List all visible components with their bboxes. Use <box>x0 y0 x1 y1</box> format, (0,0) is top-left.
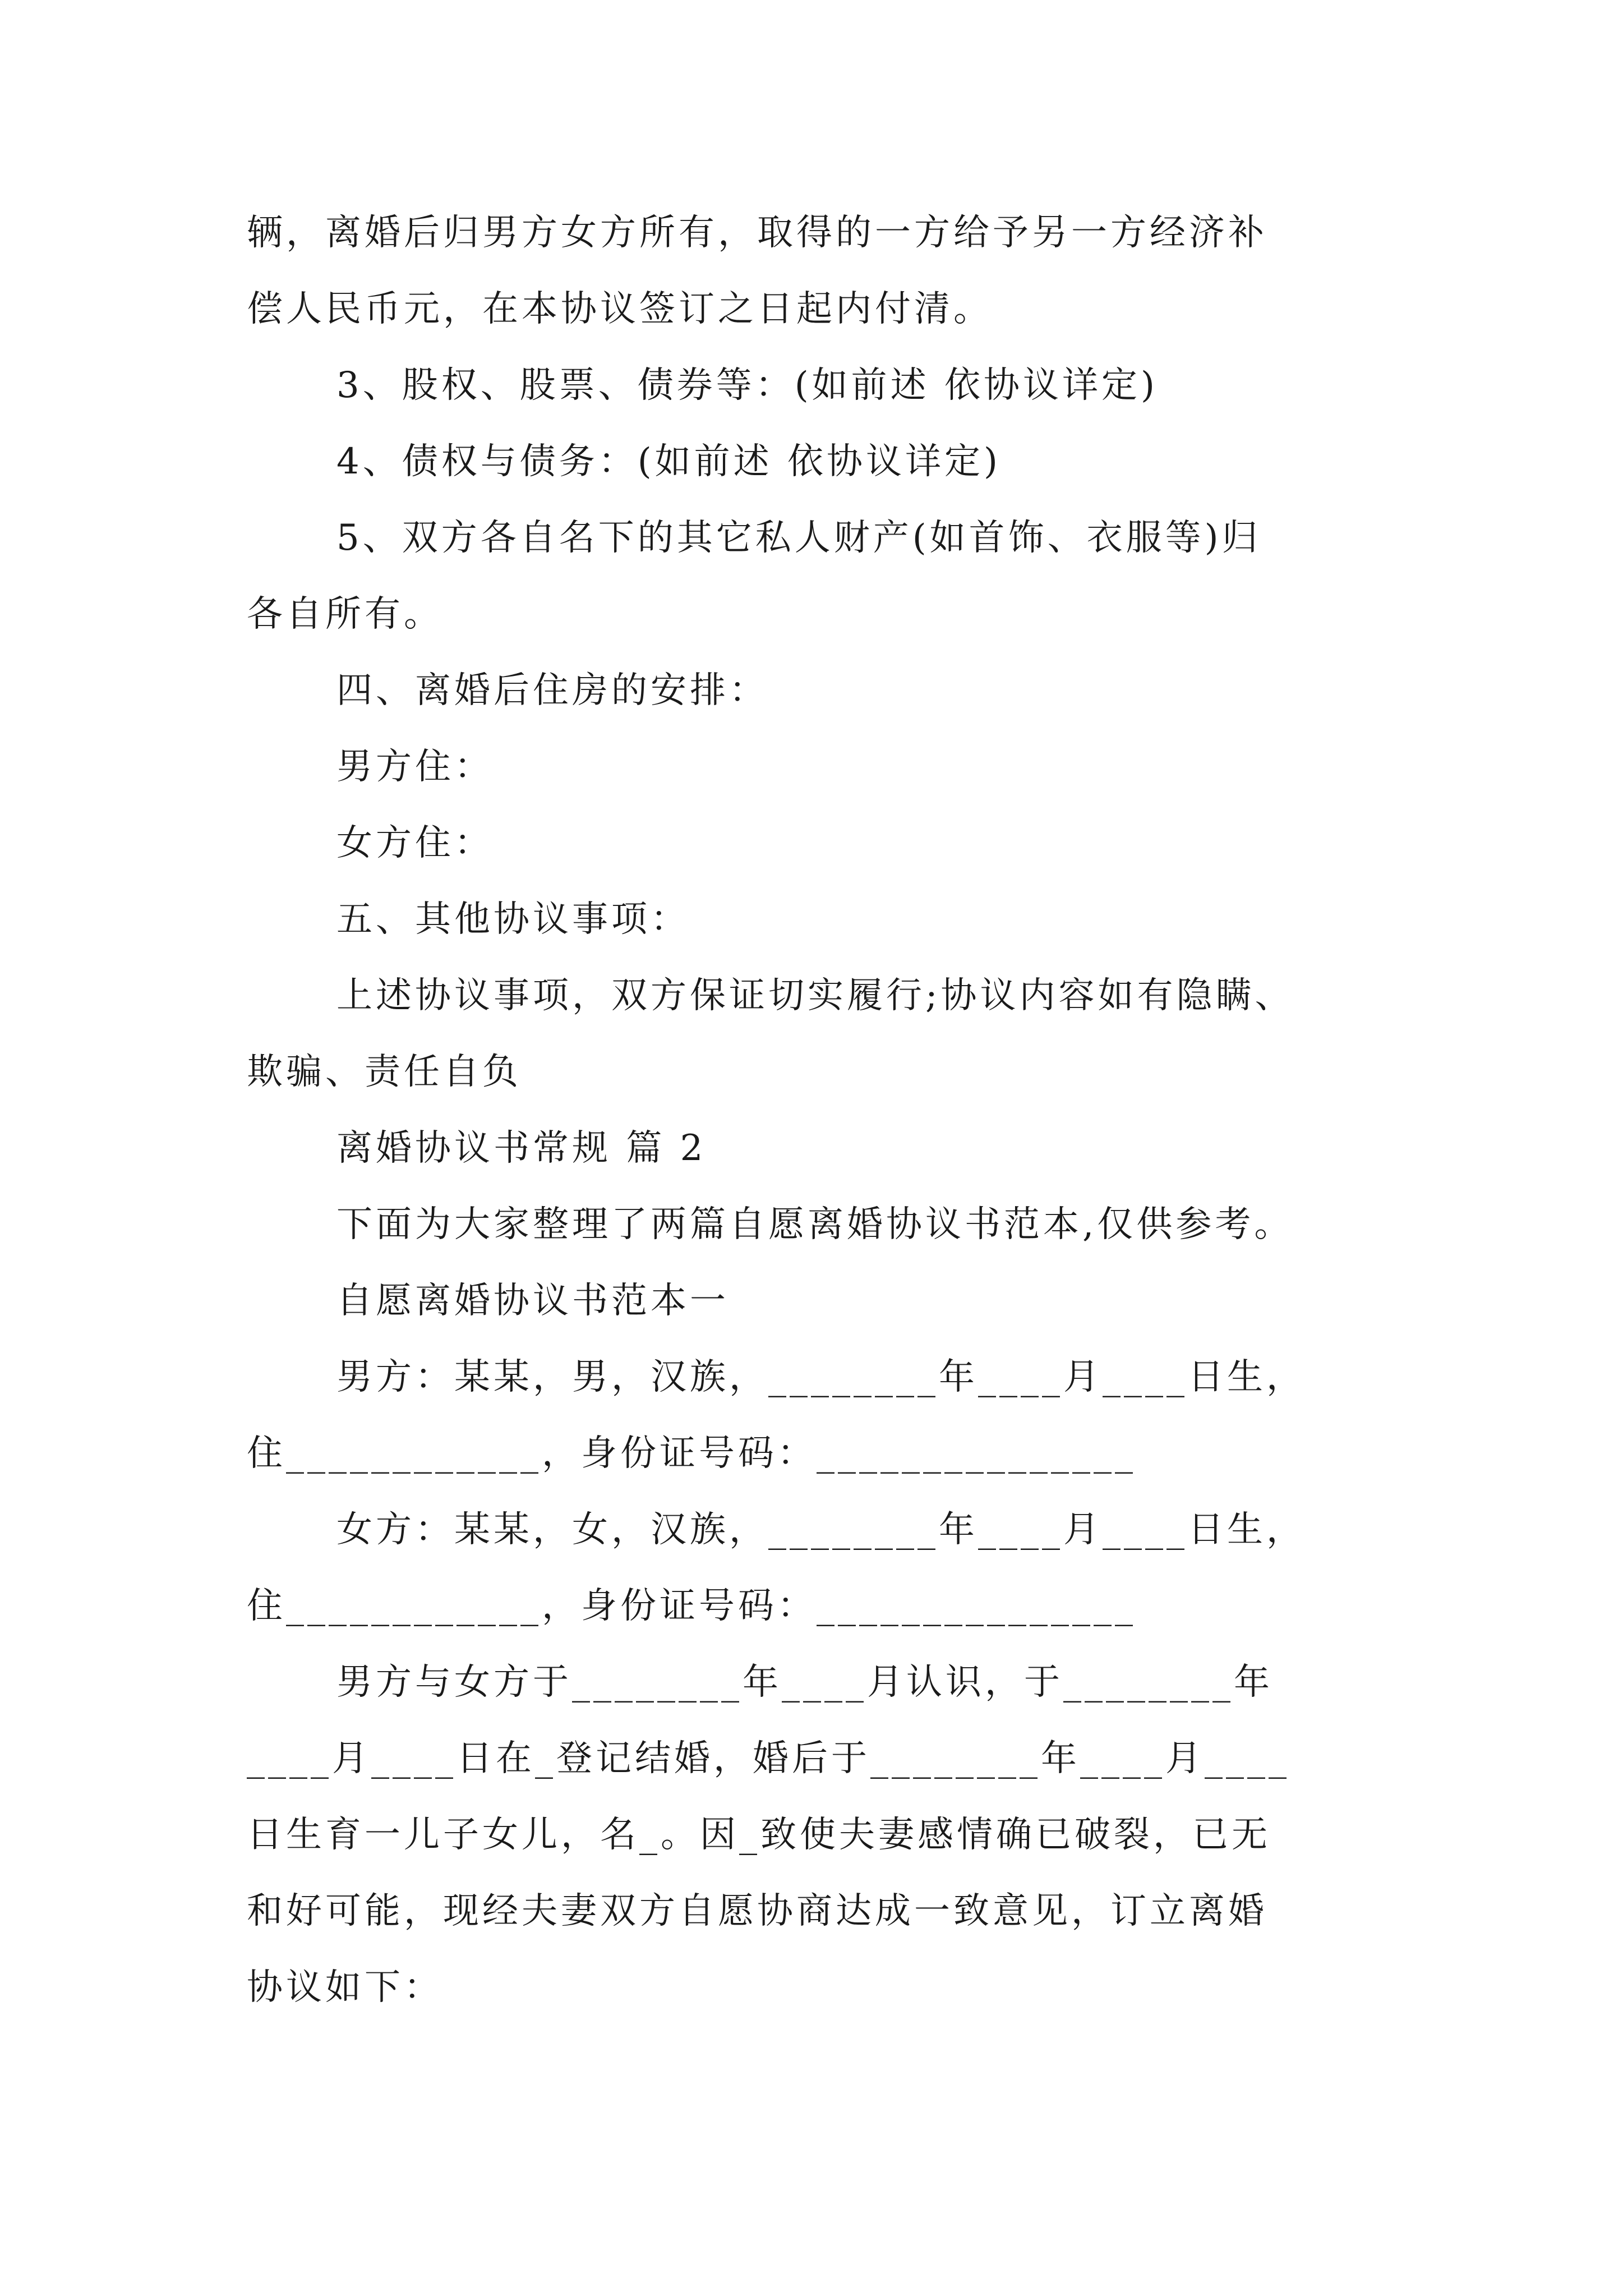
paragraph-line: 辆，离婚后归男方女方所有，取得的一方给予另一方经济补 <box>247 212 1267 254</box>
section-heading: 五、其他协议事项： <box>336 899 690 940</box>
form-line: 住____________，身份证号码：_______________ <box>247 1433 1136 1474</box>
paragraph-line: ____月____日在_登记结婚，婚后于________年____月____ <box>247 1738 1290 1779</box>
form-line: 女方：某某，女，汉族，________年____月____日生， <box>336 1509 1306 1550</box>
paragraph-line: 男方住： <box>336 746 494 788</box>
section-heading: 四、离婚后住房的安排： <box>336 670 768 711</box>
paragraph-line: 和好可能，现经夫妻双方自愿协商达成一致意见，订立离婚 <box>247 1890 1267 1932</box>
paragraph-line: 男方与女方于________年____月认识，于________年 <box>336 1662 1273 1703</box>
paragraph-line: 欺骗、责任自负 <box>247 1051 522 1093</box>
paragraph-line: 偿人民币元，在本协议签订之日起内付清。 <box>247 288 993 330</box>
paragraph-line: 女方住： <box>336 822 494 864</box>
paragraph-line: 协议如下： <box>247 1967 443 2008</box>
section-heading: 自愿离婚协议书范本一 <box>336 1280 729 1322</box>
paragraph-line: 3、股权、股票、债券等：(如前述 依协议详定) <box>336 365 1158 406</box>
section-title: 离婚协议书常规 篇 2 <box>336 1128 707 1169</box>
paragraph-line: 日生育一儿子女儿，名_。因_致使夫妻感情确已破裂，已无 <box>247 1814 1271 1856</box>
form-line: 住____________，身份证号码：_______________ <box>247 1585 1136 1627</box>
paragraph-line: 下面为大家整理了两篇自愿离婚协议书范本,仅供参考。 <box>336 1204 1294 1245</box>
paragraph-line: 4、债权与债务：(如前述 依协议详定) <box>336 441 1001 482</box>
paragraph-line: 各自所有。 <box>247 593 443 635</box>
paragraph-line: 5、双方各自名下的其它私人财产(如首饰、衣服等)归 <box>336 517 1261 559</box>
form-line: 男方：某某，男，汉族，________年____月____日生， <box>336 1356 1306 1398</box>
paragraph-line: 上述协议事项，双方保证切实履行;协议内容如有隐瞒、 <box>336 975 1294 1016</box>
